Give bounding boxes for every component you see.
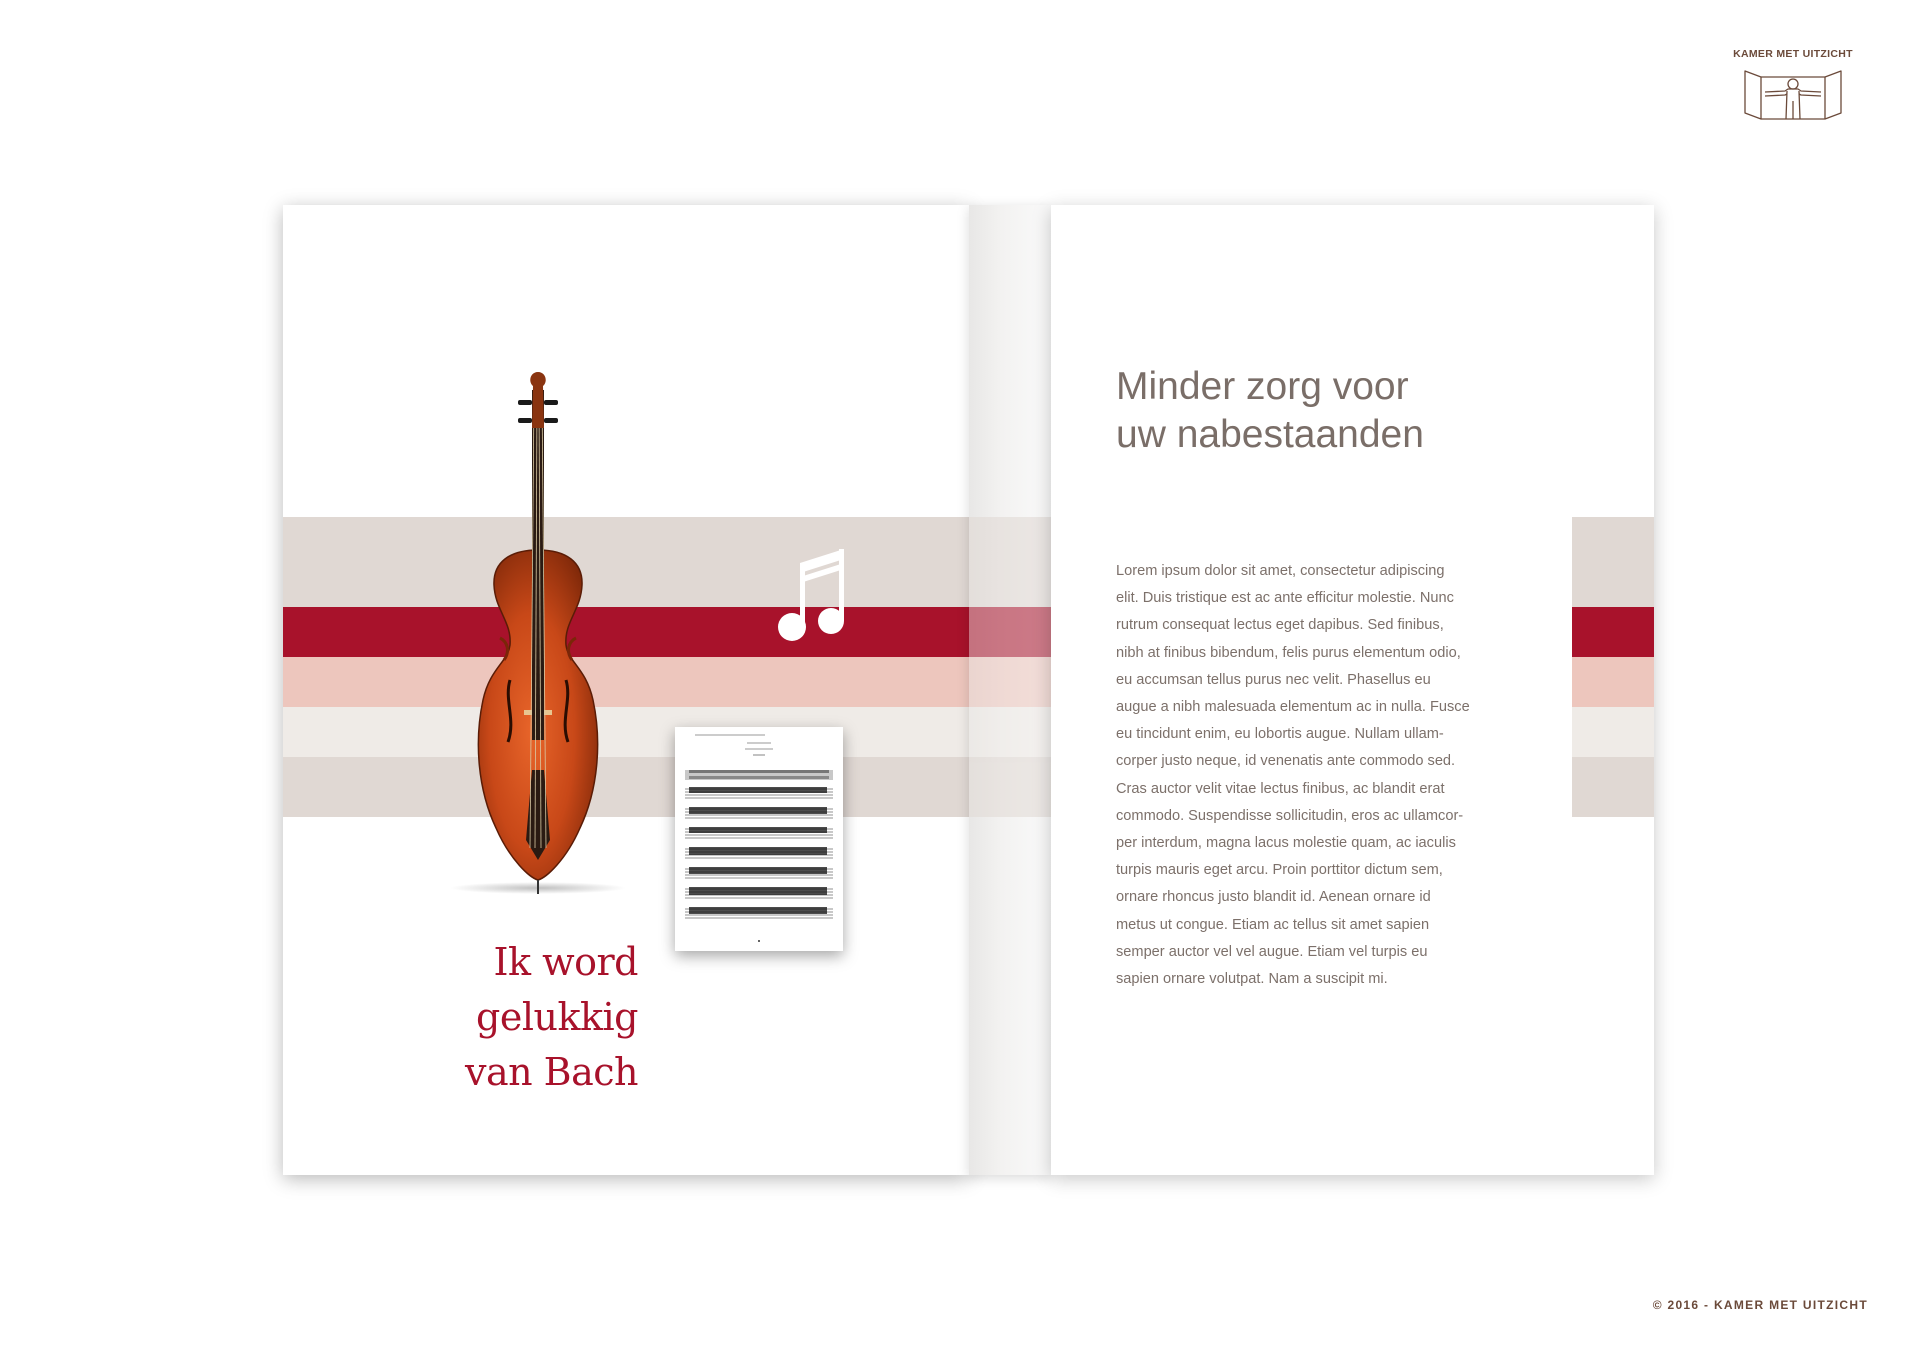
body-line: eu accumsan tellus purus nec velit. Phasellus eu — [1116, 671, 1431, 688]
body-text — [1116, 558, 1521, 993]
body-line: Cras auctor velit vitae lectus finibus, ac blandit erat — [1116, 780, 1445, 797]
gutter-stripes — [969, 517, 1051, 817]
cello-image — [438, 370, 638, 895]
body-line: Lorem ipsum dolor sit amet, consectetur adipiscing — [1116, 563, 1445, 579]
right-page-heading — [1116, 363, 1424, 459]
body-line: per interdum, magna lacus molestie quam, ac iaculis — [1116, 835, 1456, 852]
page-gutter — [969, 205, 1051, 1175]
left-page — [283, 205, 969, 1175]
right-page — [1051, 205, 1654, 1175]
sheet-music-image — [675, 727, 843, 951]
left-title-line-2: van Bach — [464, 1050, 638, 1094]
heading-line-1: Minder zorg voor — [1116, 365, 1409, 408]
music-note-icon — [776, 545, 848, 647]
body-line: metus ut congue. Etiam ac tellus sit amet sapien — [1116, 916, 1430, 933]
copyright-footer: © 2016 - KAMER MET UITZICHT — [1652, 1298, 1868, 1312]
body-line: nibh at finibus bibendum, felis purus elementum odio, — [1116, 644, 1461, 661]
body-line: rutrum consequat lectus eget dapibus. Sed finibus, — [1116, 617, 1444, 634]
body-line: ornare rhoncus justo blandit id. Aenean ornare id — [1116, 889, 1431, 906]
body-line: semper auctor vel vel augue. Etiam vel turpis eu — [1116, 943, 1428, 960]
brochure-spread — [283, 205, 1654, 1175]
heading-line-2: uw nabestaanden — [1116, 413, 1424, 456]
brand-name: KAMER MET UITZICHT — [1733, 48, 1853, 60]
window-figure-logo-icon — [1741, 67, 1845, 123]
body-line: corper justo neque, id venenatis ante commodo sed. — [1116, 753, 1456, 770]
left-title-line-1: Ik word gelukkig — [476, 940, 638, 1039]
left-page-title — [323, 935, 638, 1100]
body-line: elit. Duis tristique est ac ante efficitur molestie. Nunc — [1116, 590, 1454, 607]
body-line: commodo. Suspendisse sollicitudin, eros ac ullamcor- — [1116, 807, 1464, 824]
body-line: eu tincidunt enim, eu lobortis augue. Nullam ullam- — [1116, 726, 1444, 743]
right-edge-stripes — [1572, 517, 1654, 817]
brand-logo — [1718, 48, 1868, 123]
body-line: augue a nibh malesuada elementum ac in nulla. Fusce — [1116, 699, 1470, 716]
body-line: sapien ornare volutpat. Nam a suscipit mi. — [1116, 971, 1388, 988]
body-line: turpis mauris eget arcu. Proin porttitor dictum sem, — [1116, 862, 1443, 879]
